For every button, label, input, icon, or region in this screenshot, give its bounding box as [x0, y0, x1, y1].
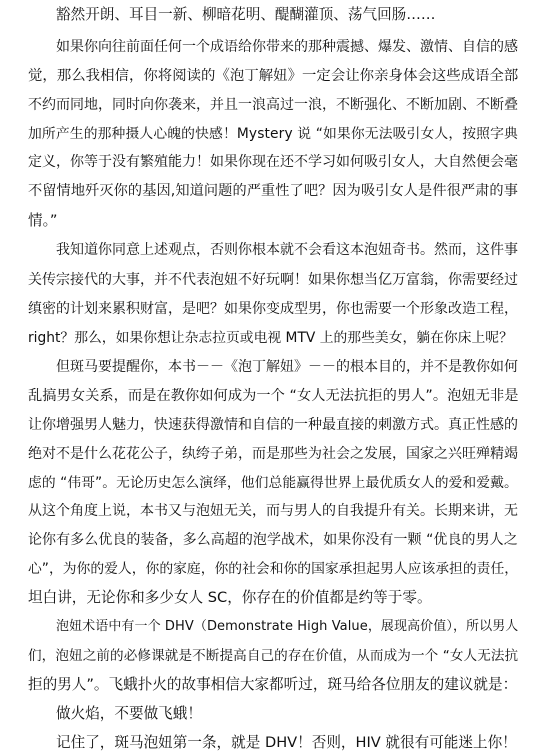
text-line: 心”，为你的爱人，你的家庭，你的社会和你的国家承担起男人应该承担的责任， — [28, 561, 519, 577]
text-line: 如果你向往前面任何一个成语给你带来的那种震撼、爆发、激情、自信的感 — [56, 39, 518, 55]
text-line: right？那么，如果你想让杂志拉页或电视 MTV 上的那些美女，躺在你床上呢？ — [28, 330, 513, 346]
text-line: 豁然开朗、耳目一新、柳暗花明、醍醐灌顶、荡气回肠…… — [56, 6, 436, 23]
text-line: 从这个角度上说，本书又与泡妞无关，而与男人的自我提升有关。长期来讲，无 — [28, 503, 518, 519]
text-line: 乱搞男女关系，而是在教你如何成为一个 “女人无法抗拒的男人”。泡妞无非是 — [28, 388, 519, 404]
text-line: 不留情地歼灭你的基因,知道问题的严重性了吧？因为吸引女人是件很严肃的事 — [28, 183, 518, 199]
text-line: 定义，你等于没有繁殖能力！如果你现在还不学习如何吸引女人，大自然便会毫 — [28, 154, 518, 170]
text-line: 但斑马要提醒你，本书－－《泡丁解妞》－－的根本目的，并不是教你如何 — [56, 359, 518, 375]
text-line: 们，泡妞之前的必修课就是不断提高自己的存在价值，从而成为一个 “女人无法抗 — [28, 648, 519, 664]
text-line: 缜密的计划来累积财富，是吧？如果你变成型男，你也需要一个形象改造工程， — [28, 301, 518, 317]
text-line: 我知道你同意上述观点，否则你根本就不会看这本泡妞奇书。然而，这件事 — [56, 242, 518, 258]
text-line: 坦白讲，无论你和多少女人 SC，你存在的价值都是约等于零。 — [28, 589, 432, 606]
text-line: 觉，那么我相信，你将阅读的《泡丁解妞》一定会让你亲身体会这些成语全部 — [28, 68, 519, 84]
text-line: 情。” — [28, 212, 58, 229]
text-line: 论你有多么优良的装备，多么高超的泡学战术，如果你没有一颗 “优良的男人之 — [28, 532, 518, 548]
text-line: 做火焰，不要做飞蛾！ — [56, 705, 202, 722]
text-line: 绝对不是什么花花公子，纨绔子弟，而是那些为社会之发展，国家之兴旺殚精竭 — [28, 446, 518, 462]
text-line: 拒的男人”。飞蛾扑火的故事相信大家都听过，斑马给各位朋友的建议就是： — [28, 676, 518, 693]
text-line: 虑的 “伟哥”。无论历史怎么演绎，他们总能赢得世界上最优质女人的爱和爱戴。 — [28, 475, 518, 491]
text-line: 记住了，斑马泡妞第一条，就是 DHV！否则，HIV 就很有可能迷上你！ — [56, 734, 517, 751]
text-line: 加所产生的那种摄人心魄的快感！Mystery 说 “如果你无法吸引女人，按照字典 — [28, 126, 518, 142]
text-line: 关传宗接代的大事，并不代表泡妞不好玩啊！如果你想当亿万富翁，你需要经过 — [28, 272, 518, 288]
text-line: 让你增强男人魅力，快速获得激情和自信的一种最直接的刺激方式。真正性感的 — [28, 417, 518, 433]
text-line: 不约而同地，同时向你袭来，并且一浪高过一浪，不断强化、不断加剧、不断叠 — [28, 97, 518, 113]
text-line: 泡妞术语中有一个 DHV（Demonstrate High Value，展现高价值），所以男人 — [56, 619, 519, 634]
